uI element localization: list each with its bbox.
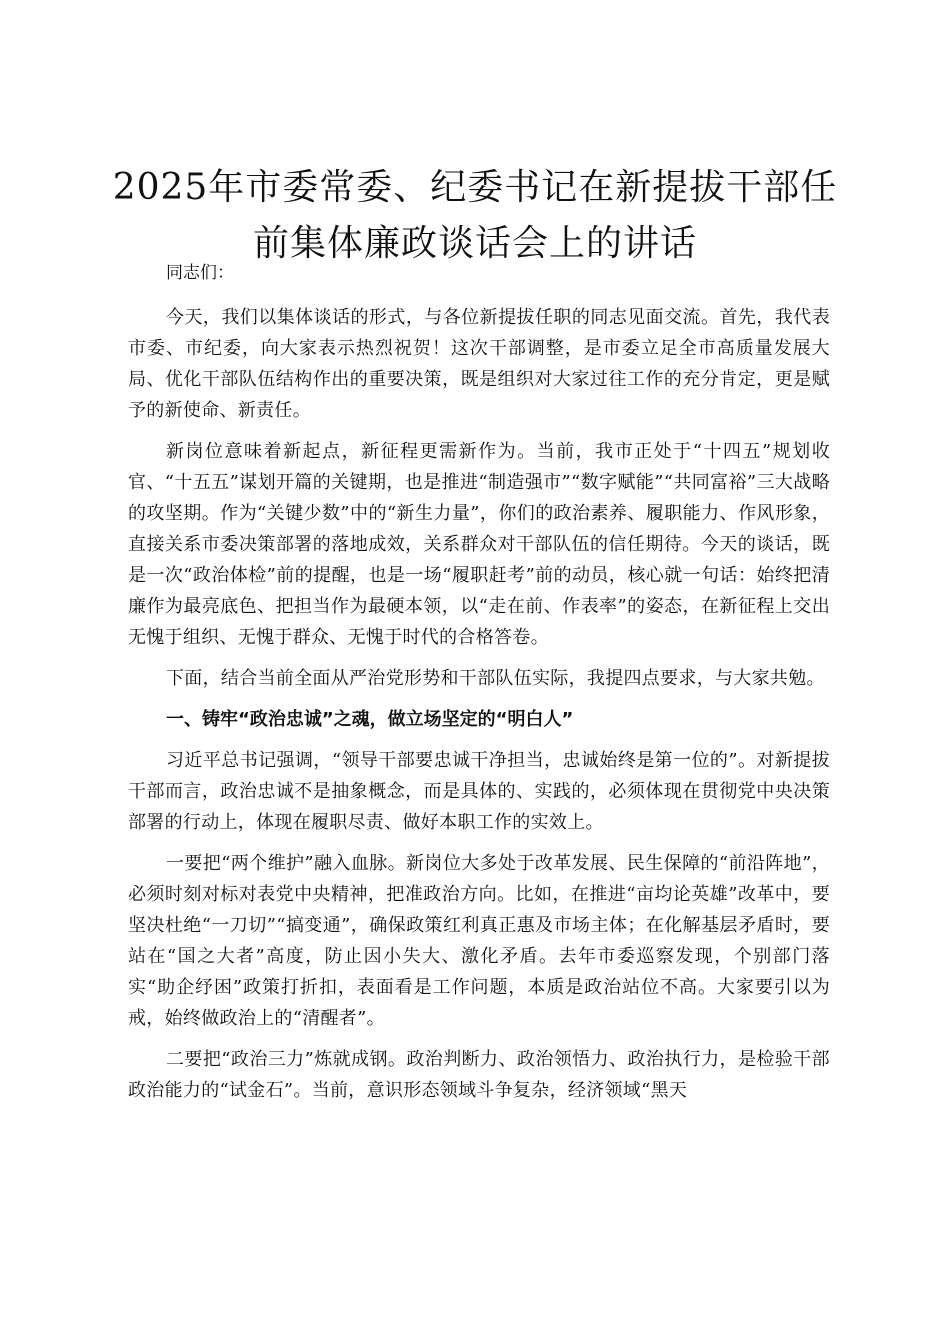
title-line-1: 2025年市委常委、纪委书记在新提拔干部任 bbox=[112, 167, 838, 208]
paragraph-section1-3: 二要把“政治三力”炼就成钢。政治判断力、政治领悟力、政治执行力，是检验干部政治能力的“试金石”。当前，意识形态领域斗争复杂，经济领域“黑天 bbox=[128, 1049, 830, 1101]
greeting: 同志们： bbox=[166, 263, 234, 283]
paragraph-section1-2: 一要把“两个维护”融入血脉。新岗位大多处于改革发展、民生保障的“前沿阵地”，必须时刻对标对表党中央精神，把准政治方向。比如，在推进“亩均论英雄”改革中，要坚决杜绝“一刀切”“搞变通”，确保政策红利真正惠及市场主体；在化解基层矛盾时，要站在“国之大者”高度，防止因小失大、激化矛盾。去年市委巡察发现，个别部门落实“助企纾困”政策打折扣，表面看是工作问题，本质是政治站位不高。大家要引以为戒，始终做政治上的“清醒者”。 bbox=[128, 853, 830, 1029]
paragraph-intro-3: 下面，结合当前全面从严治党形势和干部队伍实际，我提四点要求，与大家共勉。 bbox=[166, 668, 825, 689]
paragraph-intro-1: 今天，我们以集体谈话的形式，与各位新提拔任职的同志见面交流。首先，我代表市委、市纪委，向大家表示热烈祝贺！这次干部调整，是市委立足全市高质量发展大局、优化干部队伍结构作出的重要决策，既是组织对大家过往工作的充分肯定，更是赋予的新使命、新责任。 bbox=[128, 307, 830, 421]
document-title bbox=[110, 160, 840, 272]
document-body bbox=[128, 258, 830, 1116]
title-line-2: 前集体廉政谈话会上的讲话 bbox=[252, 223, 697, 264]
section-heading-1: 一、铸牢“政治忠诚”之魂，做立场坚定的“明白人” bbox=[166, 709, 574, 730]
paragraph-intro-2: 新岗位意味着新起点，新征程更需新作为。当前，我市正处于“十四五”规划收官、“十五五”谋划开篇的关键期，也是推进“制造强市”“数字赋能”“共同富裕”三大战略的攻坚期。作为“关键少数”中的“新生力量”，你们的政治素养、履职能力、作风形象，直接关系市委决策部署的落地成效，关系群众对干部队伍的信任期待。今天的谈话，既是一次“政治体检”前的提醒，也是一场“履职赶考”前的动员，核心就一句话：始终把清廉作为最亮底色、把担当作为最硬本领，以“走在前、作表率”的姿态，在新征程上交出无愧于组织、无愧于群众、无愧于时代的合格答卷。 bbox=[128, 441, 830, 648]
paragraph-section1-1: 习近平总书记强调，“领导干部要忠诚干净担当，忠诚始终是第一位的”。对新提拔干部而言，政治忠诚不是抽象概念，而是具体的、实践的，必须体现在贯彻党中央决策部署的行动上，体现在履职尽责、做好本职工作的实效上。 bbox=[128, 750, 830, 833]
